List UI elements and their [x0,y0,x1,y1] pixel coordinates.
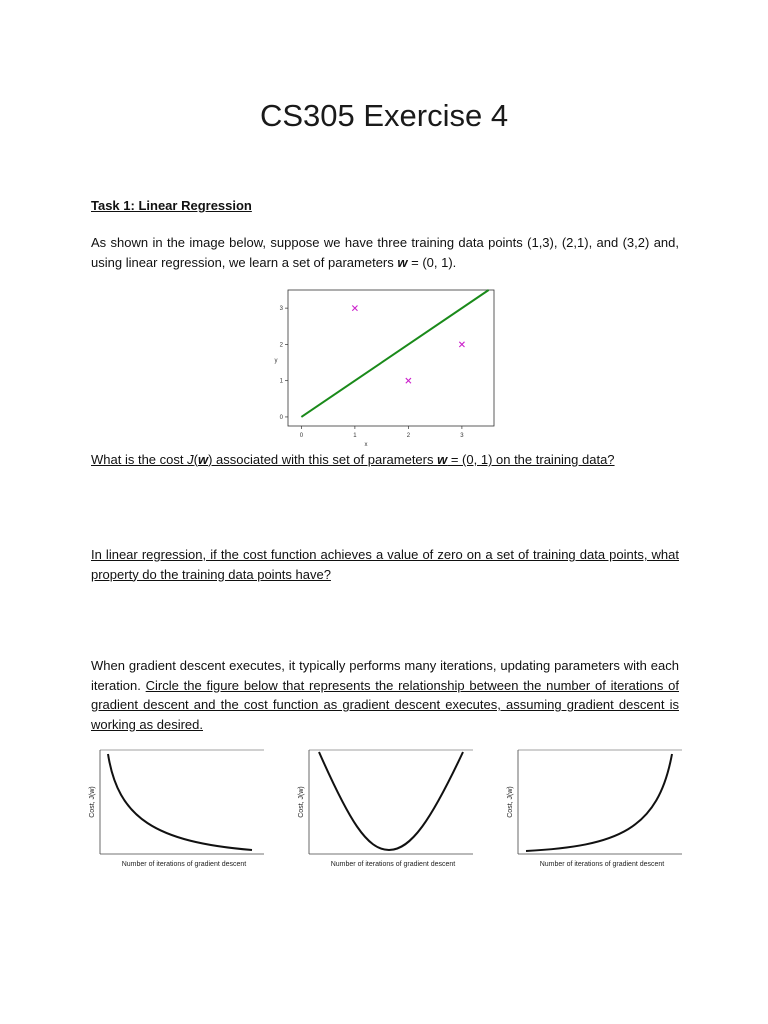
cost-curve-figure-2[interactable] [295,746,475,872]
cost-curve-figure-1[interactable] [86,746,266,872]
q1-text-3: = (0, 1) on the training data? [447,452,615,467]
x-tick-label: 3 [460,433,464,439]
x-axis-label: Number of iterations of gradient descent [539,861,665,868]
y-tick-label: 2 [279,342,283,349]
q3-plain: When gradient descent executes, it typically performs many iterations, updating parameters with each iteration. [91,658,679,693]
y-tick-label: 0 [279,414,283,421]
y-axis-label: Cost, J(w) [89,786,96,818]
regression-chart [262,283,502,453]
cost-curve [526,754,672,851]
q1-w: w [197,452,209,467]
y-axis-label: Cost, J(w) [507,786,514,818]
intro-text-2: = (0, 1). [407,254,457,270]
x-axis-label: x [364,442,368,448]
y-tick-label: 3 [279,306,283,313]
cost-curve [319,752,463,850]
data-point-marker [459,342,464,347]
intro-paragraph [91,233,679,272]
q1-text-1: What is the cost [91,452,188,467]
q1-text-2: ) associated with this set of parameters [208,452,438,467]
x-tick-label: 2 [406,433,411,439]
q1-w2: w [437,452,448,467]
y-tick-label: 1 [279,378,283,385]
y-axis-label: Cost, J(w) [298,786,305,818]
x-tick-label: 1 [353,433,357,439]
question-gradient-descent [91,656,679,734]
y-axis-label: y [274,358,278,364]
q1-J: J [187,452,194,467]
data-point-marker [352,306,357,311]
intro-w: w [397,254,408,270]
x-tick-label: 0 [299,433,304,439]
cost-curve-figure-3[interactable] [504,746,684,872]
x-axis-label: Number of iterations of gradient descent [330,861,456,868]
x-axis-label: Number of iterations of gradient descent [121,861,247,868]
cost-curve [108,754,252,850]
data-point-marker [406,378,411,383]
task-heading: Task 1: Linear Regression [91,198,252,213]
q1-paren: ( [193,452,198,467]
question-zero-cost: In linear regression, if the cost function achieves a value of zero on a set of training data points, what property do the training data points have? [91,547,679,582]
regression-line [301,290,488,417]
q3-underlined: Circle the figure below that represents the relationship between the number of iterations of gradient descent and the cost function as gradient descent executes, assuming gradient descent is working as desired. [91,677,679,732]
page-title: CS305 Exercise 4 [259,98,509,133]
intro-text-1: As shown in the image below, suppose we have three training data points (1,3), (2,1), and (3,2) and, using linear regression, we learn a set of parameters [91,235,679,270]
question-cost [91,450,679,470]
